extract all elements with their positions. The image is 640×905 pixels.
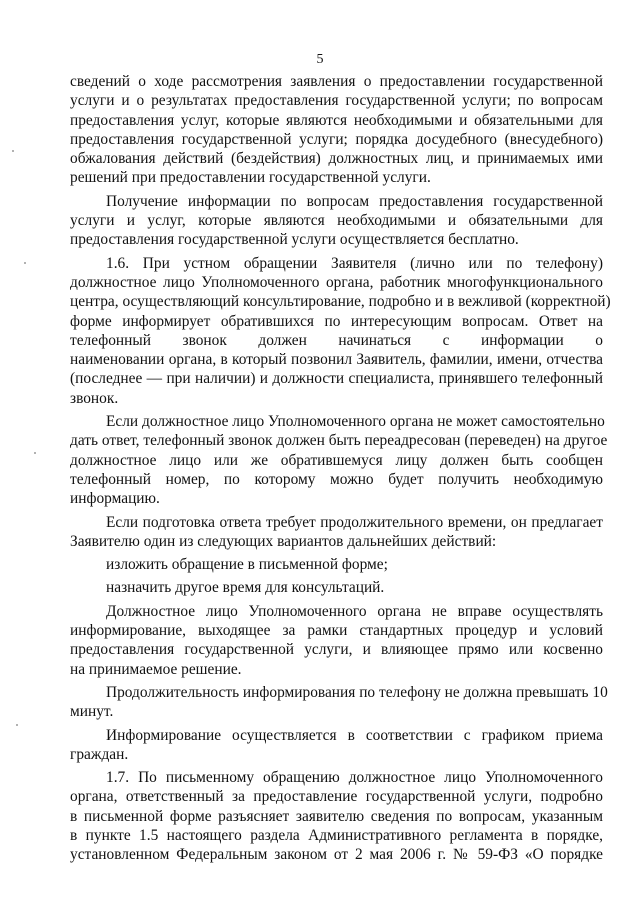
paragraph bbox=[70, 72, 603, 188]
paragraph bbox=[70, 412, 608, 508]
document-body bbox=[70, 72, 611, 865]
paragraph bbox=[70, 726, 603, 765]
text-line: изложить обращение в письменной форме; bbox=[106, 556, 388, 574]
paragraph bbox=[70, 768, 603, 864]
text-line: минут. bbox=[70, 703, 114, 721]
text-line: установленном Федеральным законом от 2 мая 2006 г. № 59-ФЗ «О порядке bbox=[70, 846, 603, 864]
text-line: дать ответ, телефонный звонок должен быть переадресован (переведен) на другое bbox=[70, 432, 608, 450]
text-line: 1.6. При устном обращении Заявителя (лично или по телефону) bbox=[106, 254, 603, 272]
text-line: Информирование осуществляется в соответствии с графиком приема bbox=[106, 726, 603, 744]
text-line: услуги и услуг, которые являются необходимыми и обязательными для bbox=[70, 212, 603, 230]
paragraph bbox=[70, 192, 603, 250]
paragraph bbox=[70, 254, 611, 408]
text-line: информацию. bbox=[70, 490, 160, 508]
paragraph bbox=[70, 578, 603, 597]
text-line: центра, осуществляющий консультирование, подробно и в вежливой (корректной) bbox=[70, 293, 611, 311]
text-line: на принимаемое решение. bbox=[70, 660, 242, 678]
text-line: граждан. bbox=[70, 745, 129, 763]
paragraph bbox=[70, 602, 603, 679]
scan-speck bbox=[12, 150, 14, 152]
text-line: решений при предоставлении государственной услуги. bbox=[70, 169, 431, 187]
text-line: назначить другое время для консультаций. bbox=[106, 579, 385, 597]
text-line: сведений о ходе рассмотрения заявления о предоставлении государственной bbox=[70, 73, 603, 90]
text-line: Если подготовка ответа требует продолжительного времени, он предлагает bbox=[106, 513, 603, 531]
text-line: Должностное лицо Уполномоченного органа не вправе осуществлять bbox=[106, 602, 603, 620]
text-line: должностное лицо или же обратившемуся лицу должен быть сообщен bbox=[70, 451, 603, 469]
page-number: 5 bbox=[316, 52, 324, 67]
text-line: обжалования действий (бездействия) должностных лиц, и принимаемых ими bbox=[70, 150, 603, 168]
text-line: наименовании органа, в который позвонил Заявитель, фамилии, имени, отчества bbox=[70, 351, 603, 369]
text-line: органа, ответственный за предоставление государственной услуги, подробно bbox=[70, 788, 603, 806]
text-line: Если должностное лицо Уполномоченного органа не может самостоятельно bbox=[106, 413, 605, 431]
text-line: предоставления государственной услуги осуществляется бесплатно. bbox=[70, 231, 519, 249]
paragraph bbox=[70, 683, 608, 722]
text-line: предоставления услуг, которые являются необходимыми и обязательными для bbox=[70, 111, 603, 129]
text-line: в пункте 1.5 настоящего раздела Административного регламента в порядке, bbox=[70, 826, 603, 844]
text-line: форме информирует обратившихся по интересующим вопросам. Ответ на bbox=[70, 312, 603, 330]
text-line: предоставления государственной услуги; порядка досудебного (внесудебного) bbox=[70, 130, 603, 148]
text-line: Заявителю один из следующих вариантов дальнейших действий: bbox=[70, 532, 497, 550]
text-line: предоставления государственной услуги, и влияющее прямо или косвенно bbox=[70, 641, 603, 659]
paragraph bbox=[70, 555, 603, 574]
text-line: Получение информации по вопросам предоставления государственной bbox=[106, 192, 603, 210]
text-line: телефонный звонок должен начинаться с информации о bbox=[70, 331, 603, 349]
text-line: информирование, выходящее за рамки стандартных процедур и условий bbox=[70, 622, 603, 640]
text-line: (последнее — при наличии) и должности специалиста, принявшего телефонный bbox=[70, 370, 603, 388]
text-line: телефонный номер, по которому можно будет получить необходимую bbox=[70, 470, 603, 488]
scan-speck bbox=[16, 724, 18, 726]
scan-speck bbox=[34, 452, 36, 454]
text-line: в письменной форме разъясняет заявителю сведения по вопросам, указанным bbox=[70, 807, 603, 825]
text-line: услуги и о результатах предоставления государственной услуги; по вопросам bbox=[70, 92, 603, 110]
paragraph bbox=[70, 513, 603, 552]
scan-speck bbox=[24, 262, 26, 264]
text-line: должностное лицо Уполномоченного органа, работник многофункционального bbox=[70, 273, 603, 291]
text-line: звонок. bbox=[70, 389, 119, 407]
text-line: Продолжительность информирования по телефону не должна превышать 10 bbox=[106, 683, 608, 701]
text-line: 1.7. По письменному обращению должностное лицо Уполномоченного bbox=[106, 769, 603, 787]
